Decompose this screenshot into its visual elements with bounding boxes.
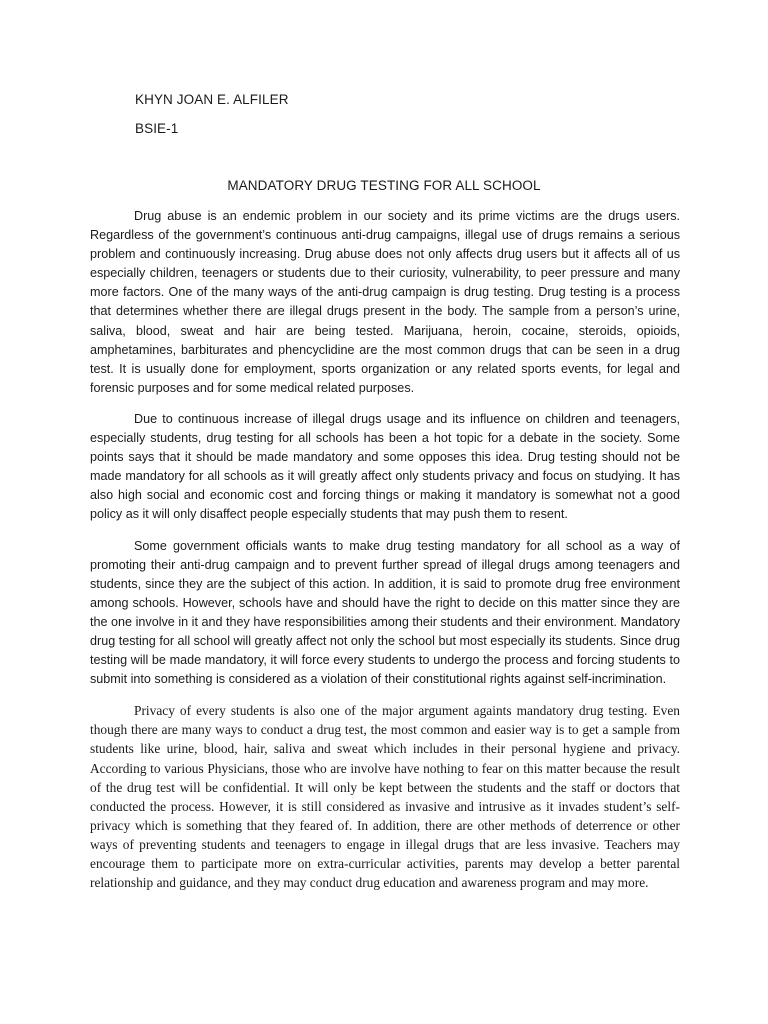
author-name: KHYN JOAN E. ALFILER bbox=[135, 92, 289, 107]
document-title: MANDATORY DRUG TESTING FOR ALL SCHOOL bbox=[227, 178, 541, 193]
paragraph-2: Due to continuous increase of illegal drugs usage and its influence on children and teenagers, especially students, drug testing for all schools has been a hot topic for a debate in the society. Some points says that it should be made mandatory and some opposes this idea. Drug testing should not be made mandatory for all schools as it will greatly affect only students privacy and focus on studying. It has also high social and economic cost and forcing things or making it mandatory is somewhat not a good policy as it will only disaffect people especially students that may push them to resent. bbox=[90, 411, 680, 522]
paragraph-4: Privacy of every students is also one of the major argument againts mandatory drug testing. Even though there are many ways to conduct a drug test, the most common and easier way is to get a sample from students like urine, blood, hair, saliva and sweat which includes in their personal hygiene and privacy. According to various Physicians, those who are involve have nothing to fear on this matter because the result of the drug test will be confidential. It will only be kept between the students and the staff or doctors that conducted the process. However, it is still considered as invasive and intrusive as it invades student’s self-privacy which is something that they feared of. In addition, there are other methods of deterrence or other ways of preventing students and teenagers to engage in illegal drugs that are less invasive. Teachers may encourage them to participate more on extra-curricular activities, parents may develop a better parental relationship and guidance, and they may conduct drug education and awareness program and may more. bbox=[90, 703, 680, 891]
paragraph-3: Some government officials wants to make drug testing mandatory for all school as a way of promoting their anti-drug campaign and to prevent further spread of illegal drugs among teenagers and students, since they are the subject of this action. In addition, it is said to promote drug free environment among schools. However, schools have and should have the right to decide on this matter since they are the one involve in it and they have responsibilities among their students and their environment. Mandatory drug testing for all school will greatly affect not only the school but most especially its students. Since drug testing will be made mandatory, it will force every students to undergo the process and forcing students to submit into something is considered as a violation of their constitutional rights against self-incrimination. bbox=[90, 538, 680, 687]
course-code: BSIE-1 bbox=[135, 121, 179, 136]
document-body bbox=[90, 207, 680, 904]
paragraph-1: Drug abuse is an endemic problem in our society and its prime victims are the drugs users. Regardless of the government’s continuous anti-drug campaigns, illegal use of drugs remains a serious problem and continuously increasing. Drug abuse does not only affects drug users but it affects all of us especially children, teenagers or students due to their curiosity, vulnerability, to peer pressure and many more factors. One of the many ways of the anti-drug campaign is drug testing. Drug testing is a process that determines whether there are illegal drugs present in the body. The sample from a person’s urine, saliva, blood, sweat and hair are being tested. Marijuana, heroin, cocaine, steroids, opioids, amphetamines, barbiturates and phencyclidine are the most common drugs that can be seen in a drug test. It is usually done for employment, sports organization or any related sports events, for legal and forensic purposes and for some medical related purposes. bbox=[90, 209, 680, 395]
